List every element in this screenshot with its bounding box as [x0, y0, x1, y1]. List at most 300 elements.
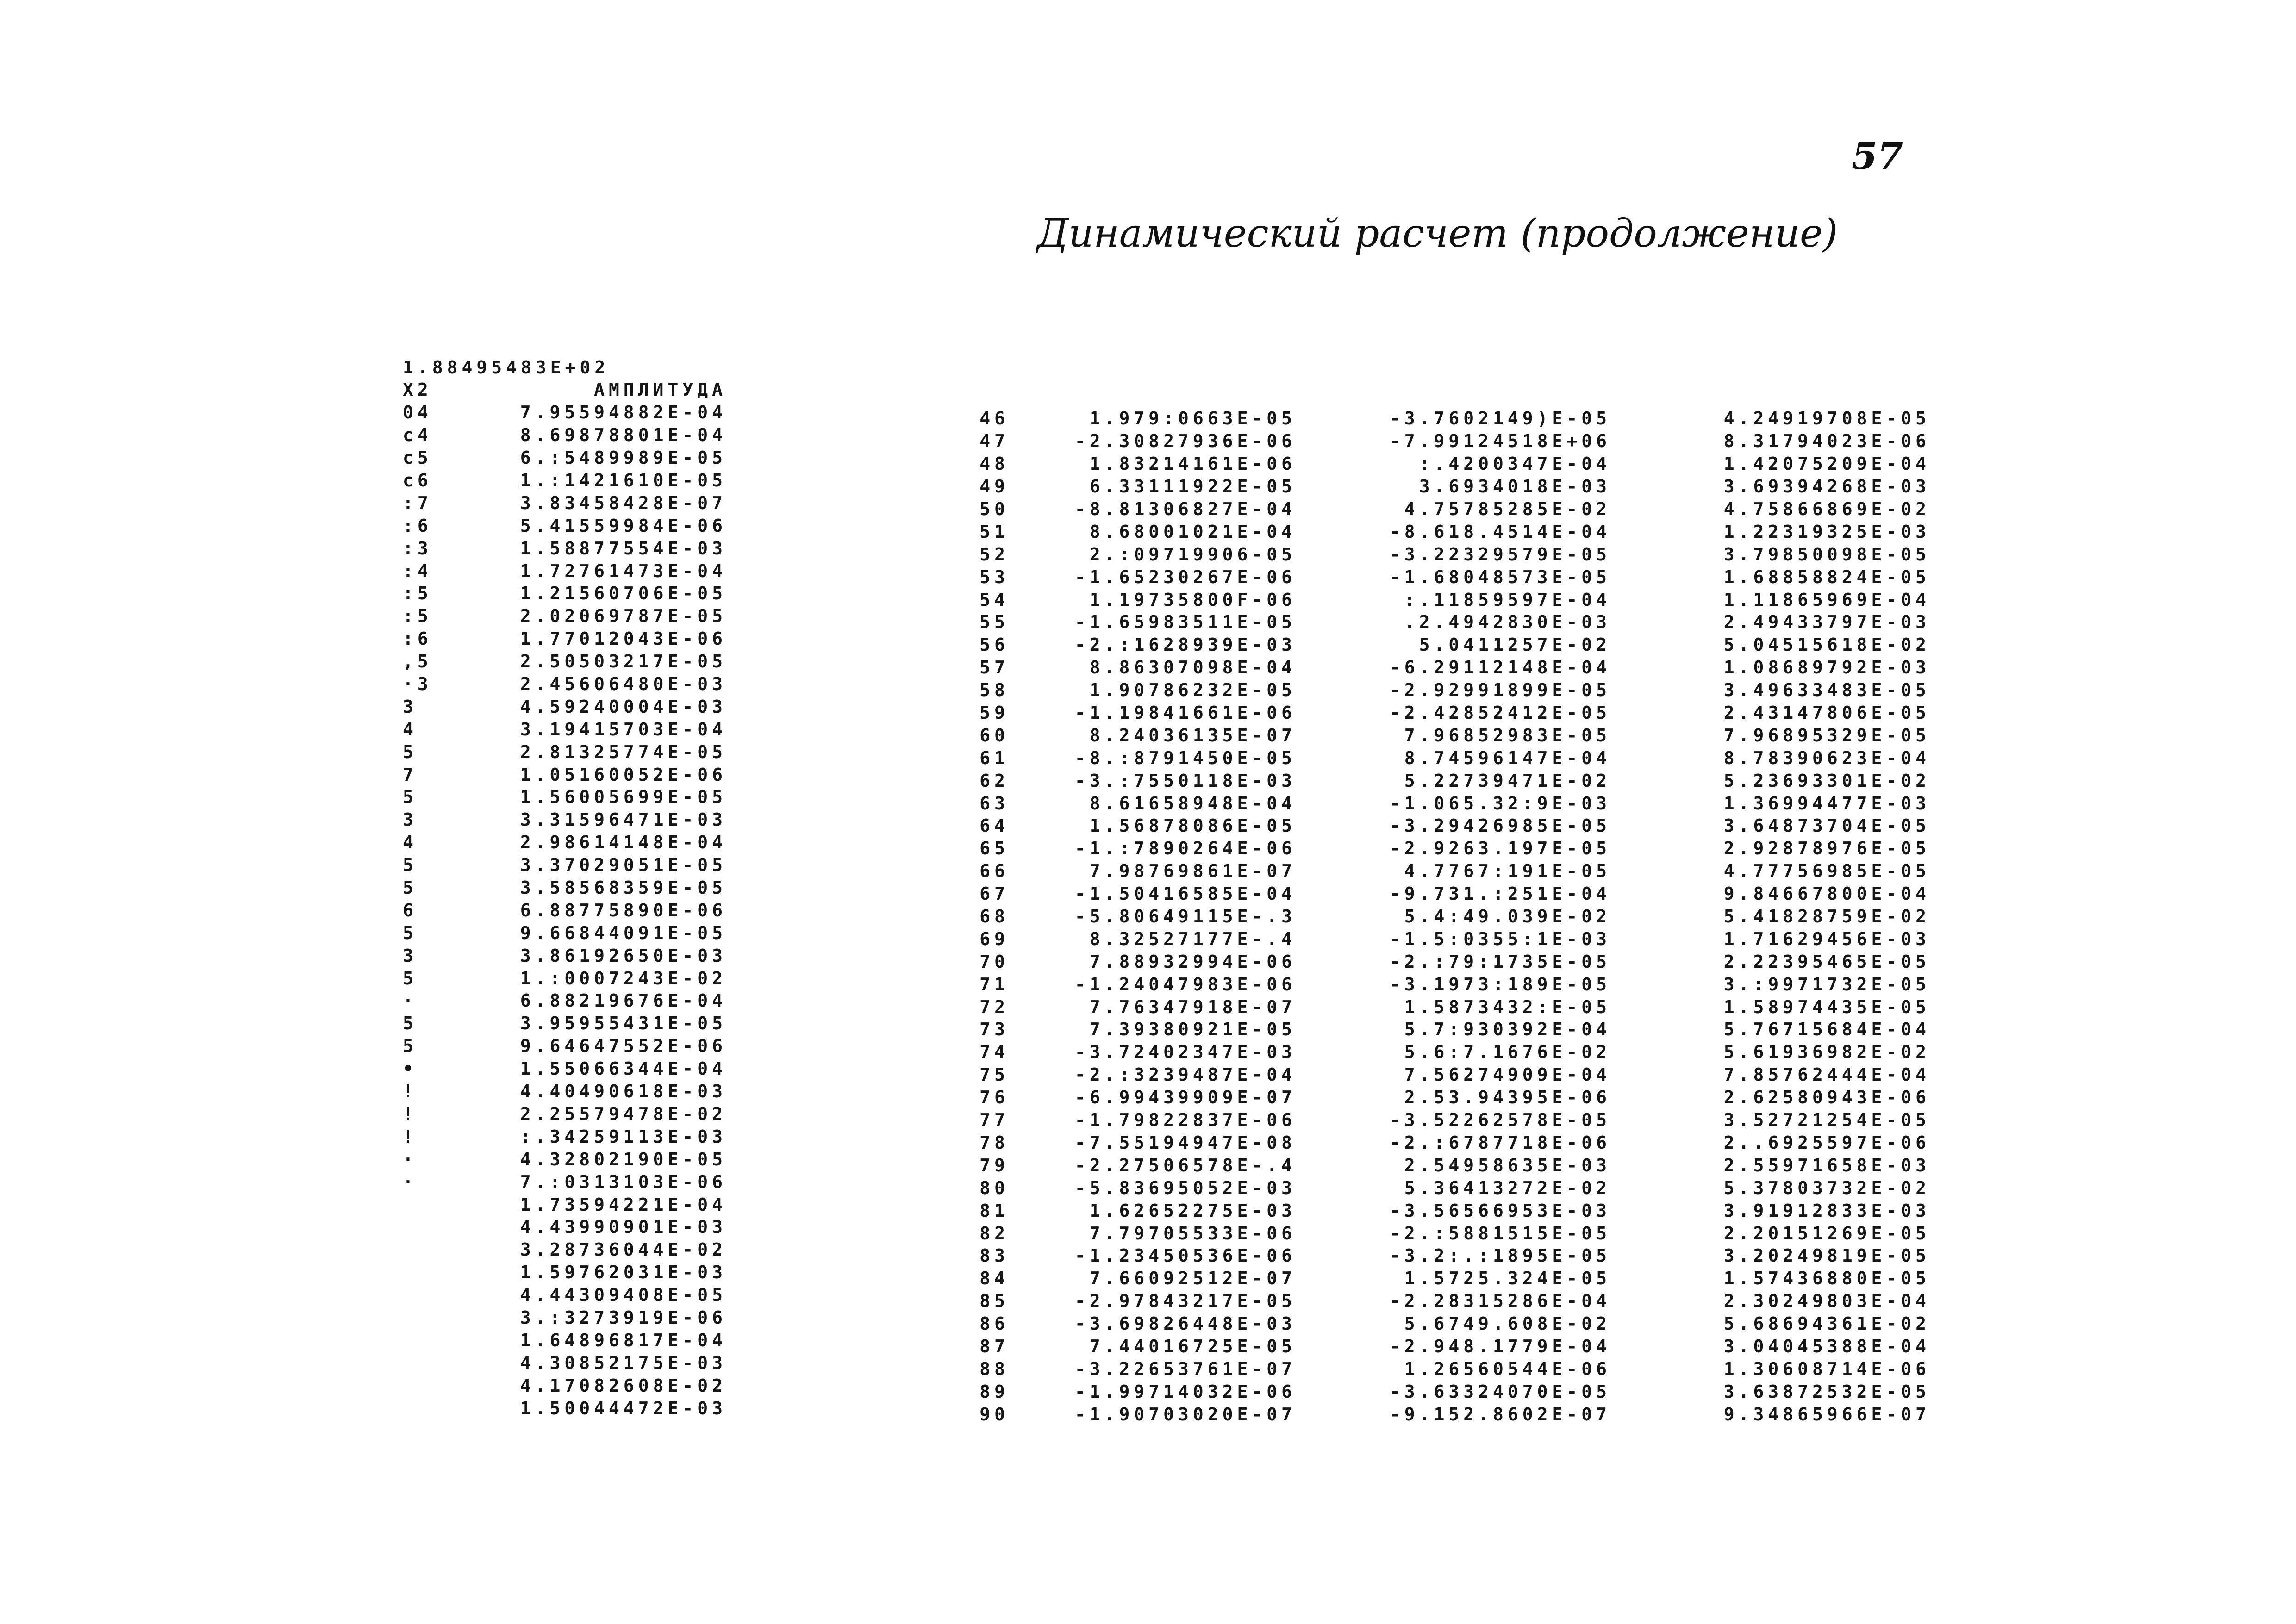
row-col1-value: 1.62652275E-03: [1089, 1200, 1296, 1221]
table-row: [403, 582, 727, 605]
row-col2-value: 4.75785285E-02: [1404, 499, 1611, 519]
table-row: [403, 1103, 727, 1126]
row-number: 81: [980, 1200, 1009, 1221]
row-amplitude: 2.25579478E-02: [520, 1103, 727, 1124]
row-amplitude: 1.64896817E-04: [520, 1330, 727, 1350]
row-col3-value: 9.84667800E-04: [1723, 884, 1930, 904]
row-col1-value: 7.79705533E-06: [1089, 1223, 1296, 1244]
row-amplitude: 3.95955431E-05: [520, 1013, 727, 1034]
row-col1-value: -1.79822837E-06: [1074, 1110, 1296, 1131]
row-code: ·: [403, 990, 418, 1011]
row-number: 74: [980, 1042, 1009, 1063]
table-row: [403, 1035, 727, 1058]
row-amplitude: 1.55066344E-04: [520, 1058, 727, 1079]
results-table: [930, 407, 1930, 1425]
row-col3-value: 5.23693301E-02: [1723, 770, 1930, 791]
row-col3-value: 8.31794023E-06: [1723, 431, 1930, 452]
row-amplitude: 4.32802190E-05: [520, 1149, 727, 1170]
table-row: [930, 927, 1930, 950]
row-code: c6: [403, 470, 432, 491]
row-col3-value: 3.52721254E-05: [1723, 1110, 1930, 1131]
row-col3-value: 2.20151269E-05: [1723, 1223, 1930, 1244]
row-col1-value: -2.97843217E-05: [1074, 1291, 1296, 1312]
table-row: [930, 634, 1930, 656]
row-number: 77: [980, 1110, 1009, 1131]
row-col3-value: 2.22395465E-05: [1723, 951, 1930, 972]
row-code: 3: [403, 809, 418, 830]
row-number: 58: [980, 680, 1009, 701]
table-row: [930, 1176, 1930, 1199]
row-code: 5: [403, 787, 418, 808]
row-col3-value: 8.78390623E-04: [1723, 747, 1930, 768]
row-col2-value: -2.:6787718E-06: [1389, 1132, 1611, 1153]
row-col3-value: 7.85762444E-04: [1723, 1064, 1930, 1085]
row-number: 59: [980, 703, 1009, 723]
table-row: [930, 656, 1930, 679]
row-number: 86: [980, 1313, 1009, 1334]
row-col1-value: -1.24047983E-06: [1074, 974, 1296, 995]
row-amplitude: 2.45606480E-03: [520, 674, 727, 695]
row-col1-value: -8.:8791450E-05: [1074, 747, 1296, 768]
table-row: [930, 1109, 1930, 1132]
table-row: [930, 1154, 1930, 1176]
col-code-label: X2: [403, 380, 432, 400]
row-col2-value: .2.4942830E-03: [1404, 612, 1611, 633]
row-col3-value: 3.69394268E-03: [1723, 476, 1930, 497]
row-col2-value: -2.:79:1735E-05: [1389, 951, 1611, 972]
row-col3-value: 2.43147806E-05: [1723, 703, 1930, 723]
col-amplitude-label: АМПЛИТУДА: [594, 380, 727, 400]
table-row: [930, 566, 1930, 588]
row-code: :6: [403, 515, 432, 536]
table-row: [403, 921, 727, 944]
table-row: [403, 786, 727, 809]
row-col3-value: 2..6925597E-06: [1723, 1132, 1930, 1153]
table-row: [403, 447, 727, 469]
table-row: [930, 724, 1930, 747]
row-col1-value: -2.30827936E-06: [1074, 431, 1296, 452]
row-col2-value: 8.74596147E-04: [1404, 747, 1611, 768]
table-row: [930, 453, 1930, 475]
row-col3-value: 5.61936982E-02: [1723, 1042, 1930, 1063]
row-col1-value: 2.:09719906-05: [1089, 544, 1296, 565]
table-row: [403, 740, 727, 763]
row-col2-value: 1.5873432:E-05: [1404, 996, 1611, 1017]
row-col2-value: 1.5725.324E-05: [1404, 1268, 1611, 1289]
table-row: [930, 769, 1930, 792]
row-col3-value: 2.92878976E-05: [1723, 838, 1930, 859]
row-col2-value: -3.7602149)E-05: [1389, 408, 1611, 429]
table-row: [930, 498, 1930, 521]
table-row: [403, 628, 727, 650]
row-code: ,5: [403, 651, 432, 672]
table-row: [403, 1058, 727, 1080]
table-row: [930, 792, 1930, 815]
table-row: [930, 1357, 1930, 1380]
row-col1-value: 8.32527177E-.4: [1089, 928, 1296, 949]
table-row: [930, 860, 1930, 883]
row-code: :6: [403, 628, 432, 649]
table-row: [403, 1012, 727, 1035]
row-number: 63: [980, 793, 1009, 814]
table-row: [403, 469, 727, 492]
row-number: 54: [980, 589, 1009, 610]
page-title: Динамический расчет (продолжение): [1037, 211, 1838, 256]
row-col3-value: 2.49433797E-03: [1723, 612, 1930, 633]
row-amplitude: 4.43990901E-03: [520, 1217, 727, 1238]
row-col2-value: -1.5:0355:1E-03: [1389, 928, 1611, 949]
row-col1-value: 7.88932994E-06: [1089, 951, 1296, 972]
table-row: [930, 905, 1930, 928]
row-col3-value: 1.57436880E-05: [1723, 1268, 1930, 1289]
row-col2-value: -2.28315286E-04: [1389, 1291, 1611, 1312]
row-number: 51: [980, 521, 1009, 542]
table-row: [930, 1041, 1930, 1064]
row-amplitude: 6.:5489989E-05: [520, 448, 727, 468]
row-col3-value: 1.11865969E-04: [1723, 589, 1930, 610]
row-col3-value: 5.37803732E-02: [1723, 1177, 1930, 1198]
table-row: [403, 1170, 727, 1193]
row-col2-value: 4.7767:191E-05: [1404, 861, 1611, 882]
row-col1-value: -3.:7550118E-03: [1074, 770, 1296, 791]
row-number: 76: [980, 1087, 1009, 1108]
row-amplitude: 1.59762031E-03: [520, 1262, 727, 1283]
row-number: 49: [980, 476, 1009, 497]
amplitude-table: [403, 356, 727, 1419]
row-col2-value: -8.618.4514E-04: [1389, 521, 1611, 542]
row-col3-value: 5.41828759E-02: [1723, 906, 1930, 927]
row-amplitude: 2.02069787E-05: [520, 606, 727, 627]
row-amplitude: 9.66844091E-05: [520, 922, 727, 943]
row-number: 50: [980, 499, 1009, 519]
table-row: [403, 1193, 727, 1216]
row-number: 67: [980, 884, 1009, 904]
row-col2-value: -7.99124518E+06: [1389, 431, 1611, 452]
header-value: 1.88495483E+02: [403, 357, 610, 378]
row-col2-value: -2.9263.197E-05: [1389, 838, 1611, 859]
row-amplitude: 1.72761473E-04: [520, 560, 727, 581]
page-number: 57: [1852, 134, 1903, 178]
row-col2-value: -3.2:.:1895E-05: [1389, 1245, 1611, 1266]
row-amplitude: 1.50044472E-03: [520, 1398, 727, 1419]
row-number: 80: [980, 1177, 1009, 1198]
row-number: 84: [980, 1268, 1009, 1289]
row-number: 83: [980, 1245, 1009, 1266]
row-code: 5: [403, 922, 418, 943]
row-code: :7: [403, 492, 432, 513]
row-code: •: [403, 1058, 418, 1079]
row-col3-value: 5.68694361E-02: [1723, 1313, 1930, 1334]
row-col1-value: -1.50416585E-04: [1074, 884, 1296, 904]
row-col2-value: 5.6749.608E-02: [1404, 1313, 1611, 1334]
row-col3-value: 4.24919708E-05: [1723, 408, 1930, 429]
row-code: 04: [403, 402, 432, 423]
table-row: [403, 1329, 727, 1351]
row-col3-value: 3.49633483E-05: [1723, 680, 1930, 701]
row-amplitude: 4.44309408E-05: [520, 1285, 727, 1306]
table-row: [930, 1086, 1930, 1109]
row-code: 6: [403, 900, 418, 921]
row-col1-value: 1.56878086E-05: [1089, 815, 1296, 836]
row-code: :5: [403, 606, 432, 627]
row-number: 87: [980, 1336, 1009, 1356]
row-col3-value: 9.34865966E-07: [1723, 1404, 1930, 1425]
row-col1-value: 7.98769861E-07: [1089, 861, 1296, 882]
row-amplitude: 1.56005699E-05: [520, 787, 727, 808]
table-row: [930, 430, 1930, 453]
row-code: 3: [403, 945, 418, 966]
row-col3-value: 2.55971658E-03: [1723, 1155, 1930, 1176]
row-code: ·: [403, 1149, 418, 1170]
row-amplitude: 9.64647552E-06: [520, 1036, 727, 1057]
table-row: [403, 695, 727, 718]
row-col3-value: 7.96895329E-05: [1723, 725, 1930, 746]
row-amplitude: 3.86192650E-03: [520, 945, 727, 966]
row-col1-value: 8.86307098E-04: [1089, 657, 1296, 678]
row-col1-value: -2.27506578E-.4: [1074, 1155, 1296, 1176]
row-amplitude: 4.30852175E-03: [520, 1352, 727, 1373]
row-col1-value: 8.68001021E-04: [1089, 521, 1296, 542]
row-number: 64: [980, 815, 1009, 836]
row-col1-value: -2.:1628939E-03: [1074, 635, 1296, 655]
row-code: !: [403, 1126, 418, 1147]
row-col2-value: -2.948.1779E-04: [1389, 1336, 1611, 1356]
table-row: [403, 1216, 727, 1238]
table-row: [403, 401, 727, 424]
table-row: [403, 492, 727, 514]
row-number: 82: [980, 1223, 1009, 1244]
row-code: :4: [403, 560, 432, 581]
row-amplitude: 3.37029051E-05: [520, 855, 727, 876]
row-number: 70: [980, 951, 1009, 972]
amplitude-rows: [403, 401, 727, 1419]
table-row: [930, 407, 1930, 430]
row-col2-value: -1.68048573E-05: [1389, 566, 1611, 587]
row-code: !: [403, 1103, 418, 1124]
table-row: [930, 1403, 1930, 1425]
row-amplitude: 4.59240004E-03: [520, 696, 727, 717]
row-number: 46: [980, 408, 1009, 429]
table-row: [403, 1374, 727, 1397]
table-row: [930, 1064, 1930, 1086]
row-number: 68: [980, 906, 1009, 927]
table-row: [403, 537, 727, 560]
table-row: [403, 1080, 727, 1103]
row-number: 73: [980, 1019, 1009, 1040]
column-headers: [403, 379, 727, 401]
row-col3-value: 2.62580943E-06: [1723, 1087, 1930, 1108]
row-col2-value: -3.1973:189E-05: [1389, 974, 1611, 995]
row-col2-value: -3.29426985E-05: [1389, 815, 1611, 836]
row-col1-value: -1.65983511E-05: [1074, 612, 1296, 633]
row-amplitude: 3.58568359E-05: [520, 877, 727, 898]
row-col2-value: 1.26560544E-06: [1404, 1358, 1611, 1379]
row-amplitude: 1.58877554E-03: [520, 538, 727, 559]
table-row: [403, 1397, 727, 1419]
row-amplitude: 8.69878801E-04: [520, 425, 727, 446]
table-row: [930, 815, 1930, 837]
row-col1-value: -8.81306827E-04: [1074, 499, 1296, 519]
row-col2-value: -2.42852412E-05: [1389, 703, 1611, 723]
row-number: 57: [980, 657, 1009, 678]
table-row: [403, 1125, 727, 1148]
table-row: [403, 1238, 727, 1261]
table-row: [403, 424, 727, 447]
row-amplitude: :.34259113E-03: [520, 1126, 727, 1147]
row-code: c5: [403, 448, 432, 468]
row-col2-value: -3.52262578E-05: [1389, 1110, 1611, 1131]
row-col1-value: 7.66092512E-07: [1089, 1268, 1296, 1289]
row-col1-value: -1.:7890264E-06: [1074, 838, 1296, 859]
table-row: [930, 1313, 1930, 1335]
table-row: [403, 831, 727, 854]
row-code: 5: [403, 877, 418, 898]
row-amplitude: 1.73594221E-04: [520, 1194, 727, 1215]
row-number: 78: [980, 1132, 1009, 1153]
table-row: [403, 809, 727, 831]
row-col3-value: 1.68858824E-05: [1723, 566, 1930, 587]
table-row: [403, 763, 727, 786]
row-col3-value: 4.75866869E-02: [1723, 499, 1930, 519]
row-col1-value: -3.72402347E-03: [1074, 1042, 1296, 1063]
row-col2-value: -3.22329579E-05: [1389, 544, 1611, 565]
row-col2-value: 5.7:930392E-04: [1404, 1019, 1611, 1040]
row-number: 61: [980, 747, 1009, 768]
table-row: [930, 702, 1930, 724]
table-row: [403, 899, 727, 921]
table-row: [930, 1199, 1930, 1222]
row-code: :3: [403, 538, 432, 559]
row-col2-value: -9.731.:251E-04: [1389, 884, 1611, 904]
row-col2-value: 5.0411257E-02: [1419, 635, 1611, 655]
row-code: 5: [403, 968, 418, 989]
row-amplitude: 6.88775890E-06: [520, 900, 727, 921]
row-amplitude: 7.:0313103E-06: [520, 1171, 727, 1192]
row-col3-value: 1.30608714E-06: [1723, 1358, 1930, 1379]
row-amplitude: 1.05160052E-06: [520, 764, 727, 785]
row-code: ·: [403, 1171, 418, 1192]
row-col2-value: 7.96852983E-05: [1404, 725, 1611, 746]
row-col3-value: 1.36994477E-03: [1723, 793, 1930, 814]
row-number: 75: [980, 1064, 1009, 1085]
table-row: [403, 1284, 727, 1307]
table-row: [930, 747, 1930, 769]
row-number: 60: [980, 725, 1009, 746]
table-row: [930, 1222, 1930, 1244]
table-row: [403, 514, 727, 537]
table-row: [930, 475, 1930, 498]
table-row: [930, 543, 1930, 566]
row-code: 5: [403, 741, 418, 762]
row-col3-value: 3.20249819E-05: [1723, 1245, 1930, 1266]
row-code: 5: [403, 1013, 418, 1034]
row-col1-value: -1.19841661E-06: [1074, 703, 1296, 723]
row-col1-value: -5.80649115E-.3: [1074, 906, 1296, 927]
table-row: [930, 883, 1930, 905]
row-col2-value: -2.:5881515E-05: [1389, 1223, 1611, 1244]
row-code: 4: [403, 832, 418, 853]
row-col1-value: -1.65230267E-06: [1074, 566, 1296, 587]
row-col3-value: 5.04515618E-02: [1723, 635, 1930, 655]
row-col2-value: 2.53.94395E-06: [1404, 1087, 1611, 1108]
row-number: 85: [980, 1291, 1009, 1312]
table-row: [930, 679, 1930, 702]
table-row: [930, 588, 1930, 611]
table-row: [930, 1132, 1930, 1154]
table-row: [930, 950, 1930, 973]
table-row: [930, 1018, 1930, 1041]
row-col2-value: -3.63324070E-05: [1389, 1381, 1611, 1402]
row-col1-value: 6.33111922E-05: [1089, 476, 1296, 497]
row-col3-value: 1.22319325E-03: [1723, 521, 1930, 542]
table-row: [403, 718, 727, 740]
row-amplitude: 4.17082608E-02: [520, 1375, 727, 1396]
row-col1-value: -3.22653761E-07: [1074, 1358, 1296, 1379]
table-row: [930, 837, 1930, 860]
table-row: [930, 1244, 1930, 1267]
table-row: [403, 854, 727, 877]
row-amplitude: 6.88219676E-04: [520, 990, 727, 1011]
row-amplitude: 1.21560706E-05: [520, 583, 727, 604]
row-col1-value: -7.55194947E-08: [1074, 1132, 1296, 1153]
table-row: [403, 1307, 727, 1329]
row-col2-value: -6.29112148E-04: [1389, 657, 1611, 678]
row-col2-value: -1.065.32:9E-03: [1389, 793, 1611, 814]
row-number: 52: [980, 544, 1009, 565]
row-col2-value: 5.4:49.039E-02: [1404, 906, 1611, 927]
row-col3-value: 3.04045388E-04: [1723, 1336, 1930, 1356]
table-row: [930, 1380, 1930, 1403]
table-row: [403, 989, 727, 1012]
row-col3-value: 1.71629456E-03: [1723, 928, 1930, 949]
row-code: c4: [403, 425, 432, 446]
row-amplitude: 3.28736044E-02: [520, 1239, 727, 1260]
table-row: [403, 560, 727, 582]
row-code: 4: [403, 719, 418, 740]
table-row: [403, 1261, 727, 1284]
row-col1-value: 8.24036135E-07: [1089, 725, 1296, 746]
table-row: [930, 1267, 1930, 1290]
row-col1-value: 1.979:0663E-05: [1089, 408, 1296, 429]
row-col2-value: -3.56566953E-03: [1389, 1200, 1611, 1221]
row-col3-value: 1.08689792E-03: [1723, 657, 1930, 678]
table-row: [930, 973, 1930, 996]
table-row: [930, 1335, 1930, 1358]
row-col3-value: 3.79850098E-05: [1723, 544, 1930, 565]
row-col1-value: 1.83214161E-06: [1089, 454, 1296, 474]
row-code: 3: [403, 696, 418, 717]
row-number: 90: [980, 1404, 1009, 1425]
row-col2-value: -9.152.8602E-07: [1389, 1404, 1611, 1425]
row-number: 72: [980, 996, 1009, 1017]
row-col3-value: 2.30249803E-04: [1723, 1291, 1930, 1312]
table-row: [930, 996, 1930, 1018]
row-col3-value: 1.42075209E-04: [1723, 454, 1930, 474]
row-col1-value: -3.69826448E-03: [1074, 1313, 1296, 1334]
row-amplitude: 7.95594882E-04: [520, 402, 727, 423]
row-number: 65: [980, 838, 1009, 859]
row-col2-value: 5.22739471E-02: [1404, 770, 1611, 791]
row-col2-value: :.11859597E-04: [1404, 589, 1611, 610]
row-col1-value: -1.23450536E-06: [1074, 1245, 1296, 1266]
row-col3-value: 5.76715684E-04: [1723, 1019, 1930, 1040]
row-amplitude: 3.:3273919E-06: [520, 1307, 727, 1328]
row-col1-value: 7.76347918E-07: [1089, 996, 1296, 1017]
table-row: [403, 605, 727, 628]
table-row: [930, 1290, 1930, 1313]
row-col2-value: 2.54958635E-03: [1404, 1155, 1611, 1176]
row-col3-value: 3.91912833E-03: [1723, 1200, 1930, 1221]
